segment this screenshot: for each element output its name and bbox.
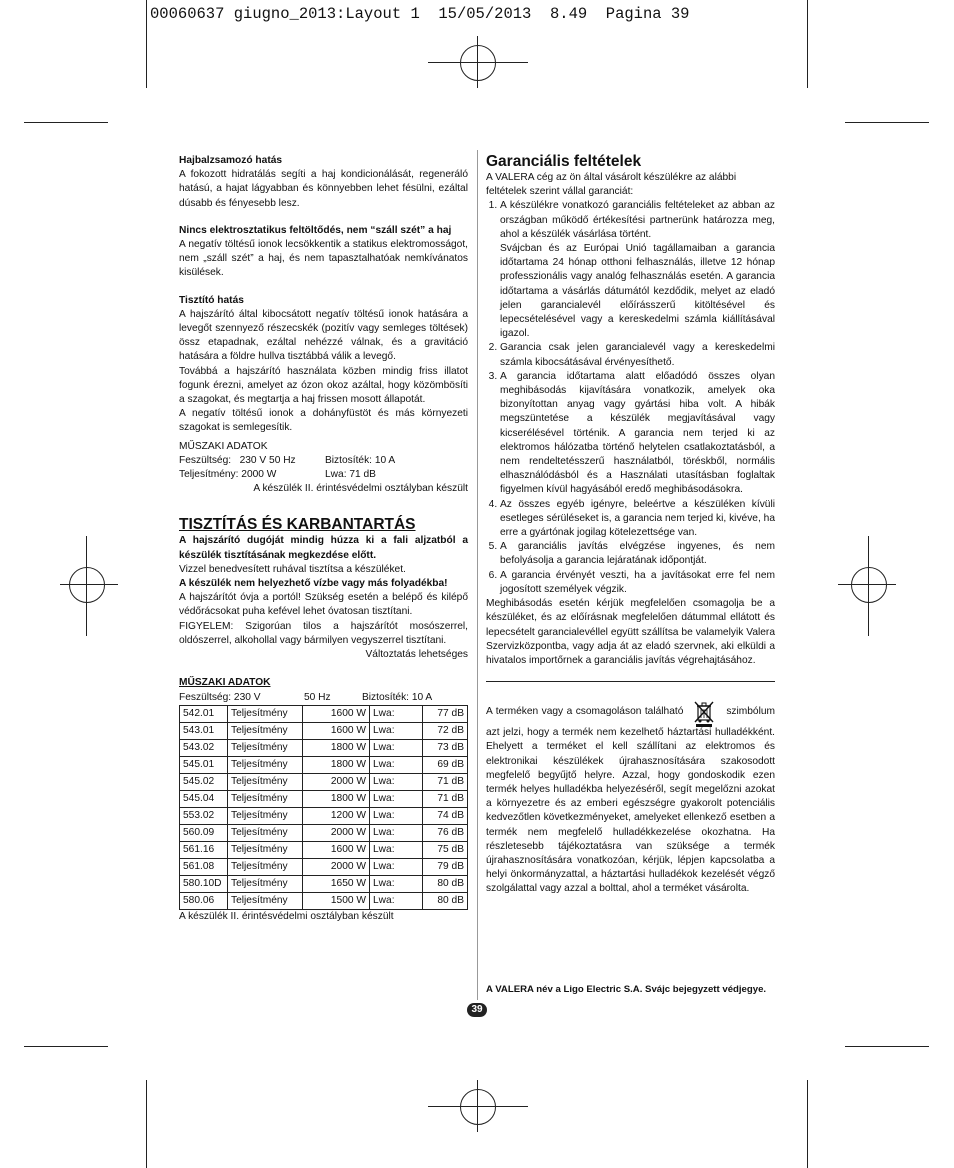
right-column	[486, 153, 775, 897]
power-label: Teljesítmény	[228, 824, 303, 841]
table-row	[180, 841, 468, 858]
spec-noise: Lwa: 71 dB	[325, 469, 376, 481]
spec-voltage: Feszültség: 230 V 50 Hz	[179, 454, 296, 466]
noise-label: Lwa:	[370, 892, 423, 909]
maintenance-warning-water: A készülék nem helyezhető vízbe vagy más folyadékba!	[179, 578, 448, 590]
maintenance-warning-unplug: A hajszárító dugóját mindig húzza ki a fali aljzatból a készülék tisztításának megkezdése előtt.	[179, 535, 468, 561]
spec-row-2	[179, 468, 468, 482]
page-number-badge: 39	[467, 1003, 487, 1017]
power-value: 1600 W	[303, 705, 370, 722]
model-spec-table	[179, 705, 468, 910]
noise-label: Lwa:	[370, 858, 423, 875]
maintenance-heading: TISZTÍTÁS ÉS KARBANTARTÁS	[179, 516, 416, 534]
table-row	[180, 807, 468, 824]
crop-mark-top-right-horizontal	[845, 122, 929, 123]
warranty-item-5: 5. A garanciális javítás elvégzése ingyenes, és nem befolyásolja a garancia lejáratának időpontját.	[500, 540, 775, 568]
noise-value: 73 dB	[423, 739, 468, 756]
warranty-item-6: 6. A garancia érvényét veszti, ha a javításokat erre fel nem jogosított személyek végzik.	[500, 569, 775, 597]
table-row	[180, 756, 468, 773]
section-text-antistatic: A negatív töltésű ionok lecsökkentik a statikus elektromosságot, nem „száll szét” a haj, és nem tapasztalhatóak nemkívánatos kisülések.	[179, 239, 468, 279]
power-value: 1800 W	[303, 756, 370, 773]
noise-value: 71 dB	[423, 790, 468, 807]
warranty-list	[486, 199, 775, 597]
power-label: Teljesítmény	[228, 722, 303, 739]
noise-label: Lwa:	[370, 705, 423, 722]
crop-mark-top-left-horizontal	[24, 122, 108, 123]
noise-value: 75 dB	[423, 841, 468, 858]
warranty-item-1-text: A készülékre vonatkozó garanciális feltételeket az abban az országban működő értékesítési partnerünk határozza meg, ahol a készülék vásárlása történt.	[500, 200, 775, 240]
noise-value: 77 dB	[423, 705, 468, 722]
warranty-item-4: 4. Az összes egyéb igényre, beleértve a készüléken kívüli esetleges sérüléseket is, a garancia nem terjed ki, kivéve, ha erre a gyártónak jogilag kötelezettsége van.	[500, 498, 775, 541]
model-code: 543.02	[180, 739, 228, 756]
spec-fuse: Biztosíték: 10 A	[325, 454, 396, 466]
noise-value: 80 dB	[423, 892, 468, 909]
noise-label: Lwa:	[370, 722, 423, 739]
noise-label: Lwa:	[370, 841, 423, 858]
spec-title: MŰSZAKI ADATOK	[179, 440, 268, 452]
noise-value: 72 dB	[423, 722, 468, 739]
section-text-conditioning: A fokozott hidratálás segíti a haj kondicionálását, regeneráló hatású, a hajat lágyabban és könnyebben lehet fésülni, ezáltal dúsabb és fényesebb lesz.	[179, 169, 468, 209]
noise-value: 79 dB	[423, 858, 468, 875]
spec-table-frequency: 50 Hz	[304, 691, 331, 703]
table-row	[180, 773, 468, 790]
power-value: 1800 W	[303, 739, 370, 756]
model-code: 545.01	[180, 756, 228, 773]
section-text-cleaning-3: A negatív töltésű ionok a dohányfüstöt és más környezeti szagokat is semlegesítik.	[179, 408, 468, 434]
power-label: Teljesítmény	[228, 841, 303, 858]
noise-label: Lwa:	[370, 773, 423, 790]
power-label: Teljesítmény	[228, 790, 303, 807]
power-label: Teljesítmény	[228, 756, 303, 773]
noise-value: 71 dB	[423, 773, 468, 790]
warranty-item-1	[500, 199, 775, 341]
power-value: 1800 W	[303, 790, 370, 807]
power-value: 2000 W	[303, 773, 370, 790]
power-label: Teljesítmény	[228, 773, 303, 790]
crop-mark-bottom-left-vertical	[146, 1080, 147, 1168]
model-code: 580.06	[180, 892, 228, 909]
table-row	[180, 705, 468, 722]
spec-table-fuse: Biztosíték: 10 A	[362, 691, 433, 703]
spec-table-voltage: Feszültség: 230 V	[179, 691, 261, 703]
section-title-antistatic: Nincs elektrosztatikus feltöltődés, nem “száll szét” a haj	[179, 224, 452, 236]
power-label: Teljesítmény	[228, 807, 303, 824]
power-label: Teljesítmény	[228, 875, 303, 892]
section-title-cleaning-effect: Tisztító hatás	[179, 294, 244, 306]
noise-label: Lwa:	[370, 739, 423, 756]
warranty-intro: A VALERA cég az ön által vásárolt készülékre az alábbi feltételek szerint vállal garanciát:	[486, 172, 737, 198]
model-code: 561.16	[180, 841, 228, 858]
noise-label: Lwa:	[370, 875, 423, 892]
weee-text-post: szimbólum azt jelzi, hogy a termék nem kezelhető háztartási hulladékként. Ehelyett a terméket el kell szállítani az elektromos és elektronikai készülékek újrahasznosítására szakosodott megfelelő begyűjtő helyre. Azzal, hogy gondoskodik ezen termék helyes hulladékba helyezéséről, segít megelőzni azokat a környezetre és az emberi egészségre gyakorolt potenciális kedvezőtlen következményeket, amelyeket ellenkező esetben a termék nem megfelelő hulladékkezelése okozhatna. Ha részletesebb tájékoztatásra van szüksége a termék újrahasznosítására vonatkozóan, kérjük, lépjen kapcsolatba a helyi önkormányzattal, a háztartási hulladékok kezelését végző szolgálattal vagy azzal a bolttal, ahol a terméket vásárolta.	[486, 706, 775, 895]
trademark-note: A VALERA név a Ligo Electric S.A. Svájc bejegyzett védjegye.	[486, 984, 767, 995]
power-value: 1200 W	[303, 807, 370, 824]
noise-value: 74 dB	[423, 807, 468, 824]
section-divider	[486, 681, 775, 682]
table-row	[180, 875, 468, 892]
noise-label: Lwa:	[370, 824, 423, 841]
power-label: Teljesítmény	[228, 739, 303, 756]
crop-mark-bottom-right-horizontal	[845, 1046, 929, 1047]
warranty-item-1-extra: Svájcban és az Európai Unió tagállamaiban a garancia időtartama 24 hónap otthoni felhasználás, illetve 12 hónap professzionális vagy analóg felhasználás esetén. A garancia időtartama a vásárlás dátumától kezdődik, melyet az eladó jelen garancialevél előírásszerű kitöltésével és lepecsételésével vagy a kereskedelmi számla kiállításával igazol.	[500, 243, 775, 340]
warranty-item-3: 3. A garancia időtartama alatt előadódó összes olyan meghibásodás kijavítására vonatkozik, amelyek oka bizonyítottan anyag vagy gyártási hiba volt. A hibák megszüntetése a készülék megjavításával vagy kicserélésével történik. A garancia nem terjed ki az elektromos hálózatba történő helytelen csatlakoztatásból, a nem rendeltetésszerű használatból, töréskből, normális elhasználódásból és a Használati utasításban foglaltak figyelmen kívül hagyásából eredő meghibásodásokra.	[500, 370, 775, 498]
crop-mark-top-right-vertical	[807, 0, 808, 88]
section-title-conditioning: Hajbalzsamozó hatás	[179, 155, 283, 166]
model-code: 560.09	[180, 824, 228, 841]
warranty-heading: Garanciális feltételek	[486, 153, 642, 170]
spec-class-note: A készülék II. érintésvédelmi osztályban készült	[253, 483, 468, 495]
crop-mark-bottom-left-horizontal	[24, 1046, 108, 1047]
noise-label: Lwa:	[370, 756, 423, 773]
spec-table-title: MŰSZAKI ADATOK	[179, 677, 271, 689]
model-code: 542.01	[180, 705, 228, 722]
noise-value: 69 dB	[423, 756, 468, 773]
table-row	[180, 790, 468, 807]
power-value: 1600 W	[303, 722, 370, 739]
maintenance-text-dust: A hajszárítót óvja a portól! Szükség esetén a belépő és kilépő védőrácsokat puha kefével lehet óvatosan tisztítani.	[179, 592, 468, 618]
power-label: Teljesítmény	[228, 892, 303, 909]
maintenance-text-caution: FIGYELEM: Szigorúan tilos a hajszárítót mosószerrel, oldószerrel, alkohollal vagy bármilyen vegyszerrel tisztítani.	[179, 620, 468, 646]
spec-table-header-row	[179, 691, 468, 705]
weee-paragraph	[486, 700, 775, 896]
power-label: Teljesítmény	[228, 858, 303, 875]
table-row	[180, 892, 468, 909]
power-label: Teljesítmény	[228, 705, 303, 722]
model-code: 561.08	[180, 858, 228, 875]
warranty-item-2: 2. Garancia csak jelen garancialevél vagy a kereskedelmi számla kibocsátásával érvényesíthető.	[500, 341, 775, 369]
power-value: 1650 W	[303, 875, 370, 892]
model-code: 580.10D	[180, 875, 228, 892]
noise-label: Lwa:	[370, 790, 423, 807]
model-code: 543.01	[180, 722, 228, 739]
power-value: 2000 W	[303, 858, 370, 875]
crop-mark-bottom-right-vertical	[807, 1080, 808, 1168]
table-row	[180, 824, 468, 841]
crossed-bin-icon	[693, 700, 715, 726]
spec-table-class-note: A készülék II. érintésvédelmi osztályban készült	[179, 910, 394, 922]
table-row	[180, 858, 468, 875]
power-value: 2000 W	[303, 824, 370, 841]
column-divider	[477, 150, 478, 1000]
power-value: 1600 W	[303, 841, 370, 858]
noise-value: 80 dB	[423, 875, 468, 892]
power-value: 1500 W	[303, 892, 370, 909]
model-code: 545.04	[180, 790, 228, 807]
model-code: 545.02	[180, 773, 228, 790]
noise-value: 76 dB	[423, 824, 468, 841]
spec-row-1	[179, 454, 468, 468]
weee-text-pre: A terméken vagy a csomagoláson található	[486, 706, 684, 718]
section-text-cleaning-2: Továbbá a hajszárító használata közben mindig friss illatot fogunk érezni, amelyet az ózon okoz azáltal, hogy közömbösíti a szagokat, és megtartja a haj frissen mosott állapotát.	[179, 365, 468, 406]
table-row	[180, 722, 468, 739]
model-code: 553.02	[180, 807, 228, 824]
noise-label: Lwa:	[370, 807, 423, 824]
maintenance-change-note: Változtatás lehetséges	[365, 649, 468, 661]
spec-power: Teljesítmény: 2000 W	[179, 469, 277, 481]
maintenance-text-wipe: Vizzel benedvesített ruhával tisztítsa a készüléket.	[179, 563, 406, 575]
crop-mark-top-left-vertical	[146, 0, 147, 88]
section-text-cleaning-1: A hajszárító által kibocsátott negatív töltésű ionok hatására a levegőt szennyező részecskék (pozitív vagy semleges töltések) össz etapadnak, ezáltal nehézzé válnak, és a gravitáció hatására a földre hullva tisztábbá válik a levegő.	[179, 308, 468, 363]
warranty-closing: Meghibásodás esetén kérjük megfelelően csomagolja be a készüléket, és az előírásnak megfelelően dátummal ellátott és lepecsételt garancialevéllel együtt szállítsa be valamelyik Valera Szervizközpontba, vagy adja át az eladó szervnek, aki elküldi a hivatalos importőrnek a garanciális javítás végrehajtásához.	[486, 598, 775, 666]
table-row	[180, 739, 468, 756]
left-column	[179, 154, 468, 924]
print-slug-line: 00060637 giugno_2013:Layout 1 15/05/2013 8.49 Pagina 39	[150, 5, 690, 23]
